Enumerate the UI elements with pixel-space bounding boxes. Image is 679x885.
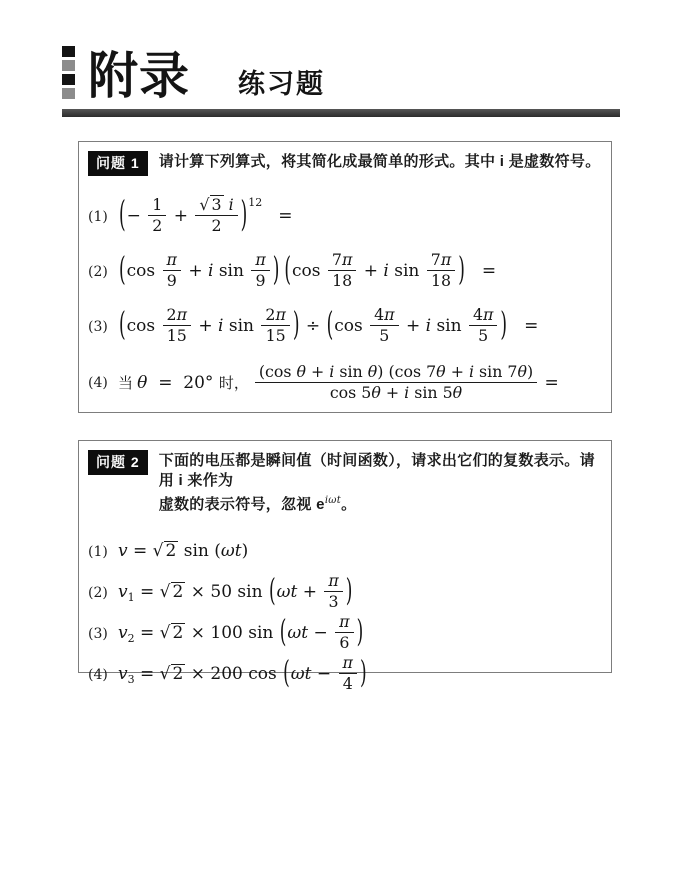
square-root [153, 541, 179, 561]
math-token: = 20° [147, 372, 219, 393]
math-token: + [182, 261, 208, 281]
math-token [370, 305, 398, 326]
math-token: π [176, 305, 187, 325]
math-token: = [127, 541, 153, 562]
item-number: (3) [88, 318, 108, 335]
math-token: 2 [165, 541, 177, 562]
math-token: v [118, 664, 128, 684]
math-token [261, 326, 289, 346]
problem2-intro-line2: 虚数的表示符号，忽视 e [158, 496, 325, 513]
math-token [163, 250, 181, 271]
math-token: 18 [332, 271, 353, 290]
problem1-items [79, 189, 611, 412]
square-root [160, 582, 186, 602]
big-paren: ( [279, 614, 287, 651]
big-paren: ) [359, 655, 367, 692]
math-token: sin [431, 316, 467, 336]
math-token: 时， [218, 374, 249, 392]
big-paren: ) [345, 573, 353, 610]
superscript [248, 196, 262, 209]
decor-square-icon [62, 60, 75, 71]
item-number: (3) [88, 625, 108, 642]
math-token: × 100 sin [185, 623, 279, 643]
math-token [339, 653, 357, 674]
math-formula [118, 363, 559, 404]
math-token [251, 271, 269, 291]
math-token [469, 326, 497, 346]
math-token [324, 592, 342, 612]
math-token: + [445, 361, 469, 381]
math-token: √ [199, 195, 210, 215]
math-token: i [207, 261, 214, 281]
math-token: i [383, 261, 389, 281]
math-token: + [358, 261, 384, 281]
math-token: 1 [152, 195, 163, 215]
math-token: 当 [118, 374, 138, 392]
fraction [328, 250, 356, 291]
math-token [163, 326, 191, 346]
math-token: θ [367, 361, 378, 381]
fraction [427, 250, 455, 291]
math-token: 2 [127, 632, 135, 645]
fraction [469, 305, 497, 346]
math-token: sin 5 [409, 382, 453, 402]
math-token [210, 195, 224, 214]
problem2-box [78, 440, 612, 693]
math-token: cos [292, 261, 326, 281]
math-token: π [440, 250, 452, 270]
math-token: = [524, 316, 539, 336]
math-token [195, 216, 237, 236]
math-token [370, 326, 398, 346]
math-token: 5 [379, 326, 390, 345]
math-token: + [400, 316, 426, 336]
math-token: sin 7 [474, 361, 518, 381]
item-number: (2) [88, 263, 108, 280]
math-item-row [88, 189, 611, 244]
math-token: 2 [172, 582, 184, 602]
math-token: θ [371, 382, 381, 402]
math-token: ωt [287, 623, 309, 643]
fraction [335, 612, 353, 653]
math-item-row [88, 299, 611, 354]
fraction [148, 195, 166, 236]
math-token: cos [126, 261, 161, 281]
math-token [427, 250, 455, 271]
big-paren: ( [268, 573, 276, 610]
fraction [163, 305, 191, 346]
fraction [255, 362, 537, 403]
math-token: π [328, 571, 339, 591]
big-paren: ( [119, 306, 126, 345]
math-token [339, 674, 357, 694]
math-token: θ [452, 382, 463, 402]
problem2-intro-line1: 下面的电压都是瞬间值（时间函数），请求出它们的复数表示。请用 i 来作为 [158, 452, 595, 489]
math-token: 5 [478, 326, 489, 345]
math-token: = [134, 664, 160, 684]
math-token: π [339, 612, 350, 632]
math-token: 12 [248, 196, 263, 210]
math-token: √ [159, 623, 171, 643]
math-token [163, 305, 191, 326]
problem2-head [79, 441, 611, 515]
math-token: = [278, 206, 293, 227]
subscript [128, 632, 135, 645]
math-item-row [88, 354, 611, 412]
problem1-intro: 请计算下列算式，将其简化成最简单的形式。其中 i 是虚数符号。 [158, 153, 601, 170]
math-item-row [88, 531, 611, 572]
item-number: (4) [88, 666, 108, 683]
math-token: cos [334, 316, 369, 336]
math-token: i [468, 361, 475, 381]
math-token: 2 [166, 305, 177, 325]
math-token: sin [334, 361, 368, 381]
math-token [171, 664, 186, 684]
math-token: i [223, 195, 234, 215]
math-formula [118, 306, 538, 347]
decor-square-icon [62, 88, 75, 99]
fraction [261, 305, 289, 346]
math-token [255, 383, 537, 403]
math-formula [118, 613, 364, 654]
fraction [324, 571, 342, 612]
square-root [160, 623, 186, 643]
math-token: 2 [172, 664, 184, 684]
math-token: 9 [166, 271, 177, 290]
math-token: + [297, 582, 323, 602]
problem1-head [79, 142, 611, 176]
math-token: ) (cos 7 [377, 361, 437, 381]
math-token: × 200 cos [185, 664, 283, 684]
math-token: π [483, 305, 494, 325]
math-token: θ [296, 361, 307, 381]
math-token: π [384, 305, 395, 325]
math-token: i [404, 382, 410, 402]
math-token: 18 [430, 271, 452, 290]
math-token: 9 [255, 271, 266, 290]
math-token [328, 271, 356, 291]
item-number: (4) [88, 375, 108, 391]
math-token: − [308, 623, 334, 643]
math-token [255, 362, 537, 383]
math-token: 2 [211, 216, 222, 236]
math-token: π [166, 250, 177, 270]
math-token: 3 [211, 195, 222, 215]
big-paren: ) [458, 251, 465, 290]
math-token: 6 [339, 633, 350, 652]
math-token [335, 633, 353, 653]
math-token: + [168, 206, 194, 227]
math-token: 4 [472, 305, 484, 325]
math-token: i [329, 361, 335, 381]
page-header [62, 46, 620, 117]
math-token: cos 5 [329, 382, 372, 402]
big-paren: ) [500, 306, 508, 345]
problem1-badge: 问题 1 [88, 151, 148, 176]
math-token [171, 582, 186, 602]
math-token: (cos [258, 361, 297, 381]
math-token [427, 271, 455, 291]
math-token: 15 [166, 326, 187, 345]
math-token [164, 541, 179, 561]
math-token [261, 305, 289, 326]
subscript [128, 591, 135, 604]
math-item-row [88, 613, 611, 654]
math-token [148, 216, 166, 236]
fraction [163, 250, 181, 291]
math-token: ωt [276, 582, 298, 602]
math-token [335, 612, 353, 633]
item-number: (1) [88, 543, 108, 560]
big-paren: ) [272, 251, 280, 290]
math-token: × 50 sin [185, 582, 268, 602]
fraction [370, 305, 398, 346]
math-token [195, 195, 237, 216]
math-token: v [118, 541, 128, 562]
math-token: 2 [172, 623, 184, 643]
math-item-row [88, 244, 611, 299]
math-formula [118, 654, 368, 695]
math-formula [118, 251, 496, 292]
page-title: 附录 [88, 48, 190, 104]
math-token: 4 [342, 674, 353, 693]
item-number: (1) [88, 208, 108, 225]
math-token: ÷ [300, 316, 326, 336]
big-paren: ( [283, 655, 290, 692]
math-token [469, 305, 497, 326]
math-item-row [88, 654, 611, 695]
big-paren: ( [119, 194, 126, 237]
math-token [324, 571, 342, 592]
math-token: − [311, 664, 337, 684]
math-token: π [275, 305, 286, 325]
math-token: = [134, 582, 160, 602]
big-paren: ) [292, 306, 300, 345]
header-row [62, 46, 620, 102]
math-token: 15 [265, 326, 286, 345]
math-token: √ [152, 541, 164, 562]
math-token: + [192, 316, 219, 336]
math-token: ) [241, 541, 249, 562]
math-token: √ [159, 582, 171, 602]
math-token [251, 250, 269, 271]
big-paren: ) [240, 194, 248, 237]
square-root [160, 664, 186, 684]
math-token: i [425, 316, 432, 336]
square-root [199, 195, 223, 214]
math-formula [118, 196, 293, 237]
math-token: π [341, 250, 353, 270]
math-token: = [134, 623, 160, 643]
math-token: i [218, 316, 224, 336]
big-paren: ( [119, 251, 126, 290]
big-paren: ( [326, 306, 334, 345]
math-token: ωt [290, 664, 312, 684]
math-token: 3 [127, 673, 135, 686]
math-token: sin [223, 316, 260, 336]
math-formula [118, 572, 353, 613]
math-token: sin [213, 261, 250, 281]
math-token: cos [126, 316, 161, 336]
header-rule [62, 109, 620, 117]
math-token [148, 195, 166, 216]
math-token: 2 [152, 216, 163, 236]
math-token: v [118, 582, 128, 602]
fraction [195, 195, 237, 236]
page-subtitle: 练习题 [238, 69, 325, 99]
fraction [339, 653, 357, 694]
header-marker-squares-icon [62, 46, 75, 102]
problem2-intro-period: 。 [341, 496, 357, 513]
math-token: = [539, 372, 559, 393]
math-token: sin ( [178, 541, 221, 562]
math-token: π [342, 653, 353, 673]
problem1-box [78, 141, 612, 413]
math-token: θ [436, 361, 446, 381]
subscript [128, 673, 135, 686]
math-token: = [481, 261, 497, 281]
decor-square-icon [62, 74, 75, 85]
math-token: √ [159, 664, 171, 684]
problem2-intro-exponent: iωt [324, 495, 342, 506]
math-token: 7 [430, 250, 441, 270]
fraction [251, 250, 269, 291]
problem2-items [79, 531, 611, 695]
math-token: 7 [331, 250, 342, 270]
math-token: v [118, 623, 128, 643]
math-token: sin [388, 261, 425, 281]
math-token: 4 [374, 305, 385, 325]
problem2-badge: 问题 2 [88, 450, 148, 475]
big-paren: ) [356, 614, 364, 651]
decor-square-icon [62, 46, 75, 57]
problem2-intro [159, 451, 601, 515]
math-token: π [255, 250, 266, 270]
math-token [171, 623, 186, 643]
math-token: + [380, 382, 405, 402]
math-token [163, 271, 181, 291]
math-token: θ [137, 372, 148, 393]
math-token: − [126, 206, 147, 227]
math-token: 2 [265, 305, 276, 325]
big-paren: ( [284, 251, 292, 290]
math-token: 3 [328, 592, 339, 611]
math-token: 1 [127, 591, 135, 604]
math-token: ωt [220, 541, 242, 562]
math-token: + [306, 361, 330, 381]
math-formula [118, 541, 248, 561]
item-number: (2) [88, 584, 108, 601]
math-item-row [88, 572, 611, 613]
math-token: ) [526, 361, 534, 381]
math-token: θ [517, 361, 527, 381]
math-token [328, 250, 356, 271]
